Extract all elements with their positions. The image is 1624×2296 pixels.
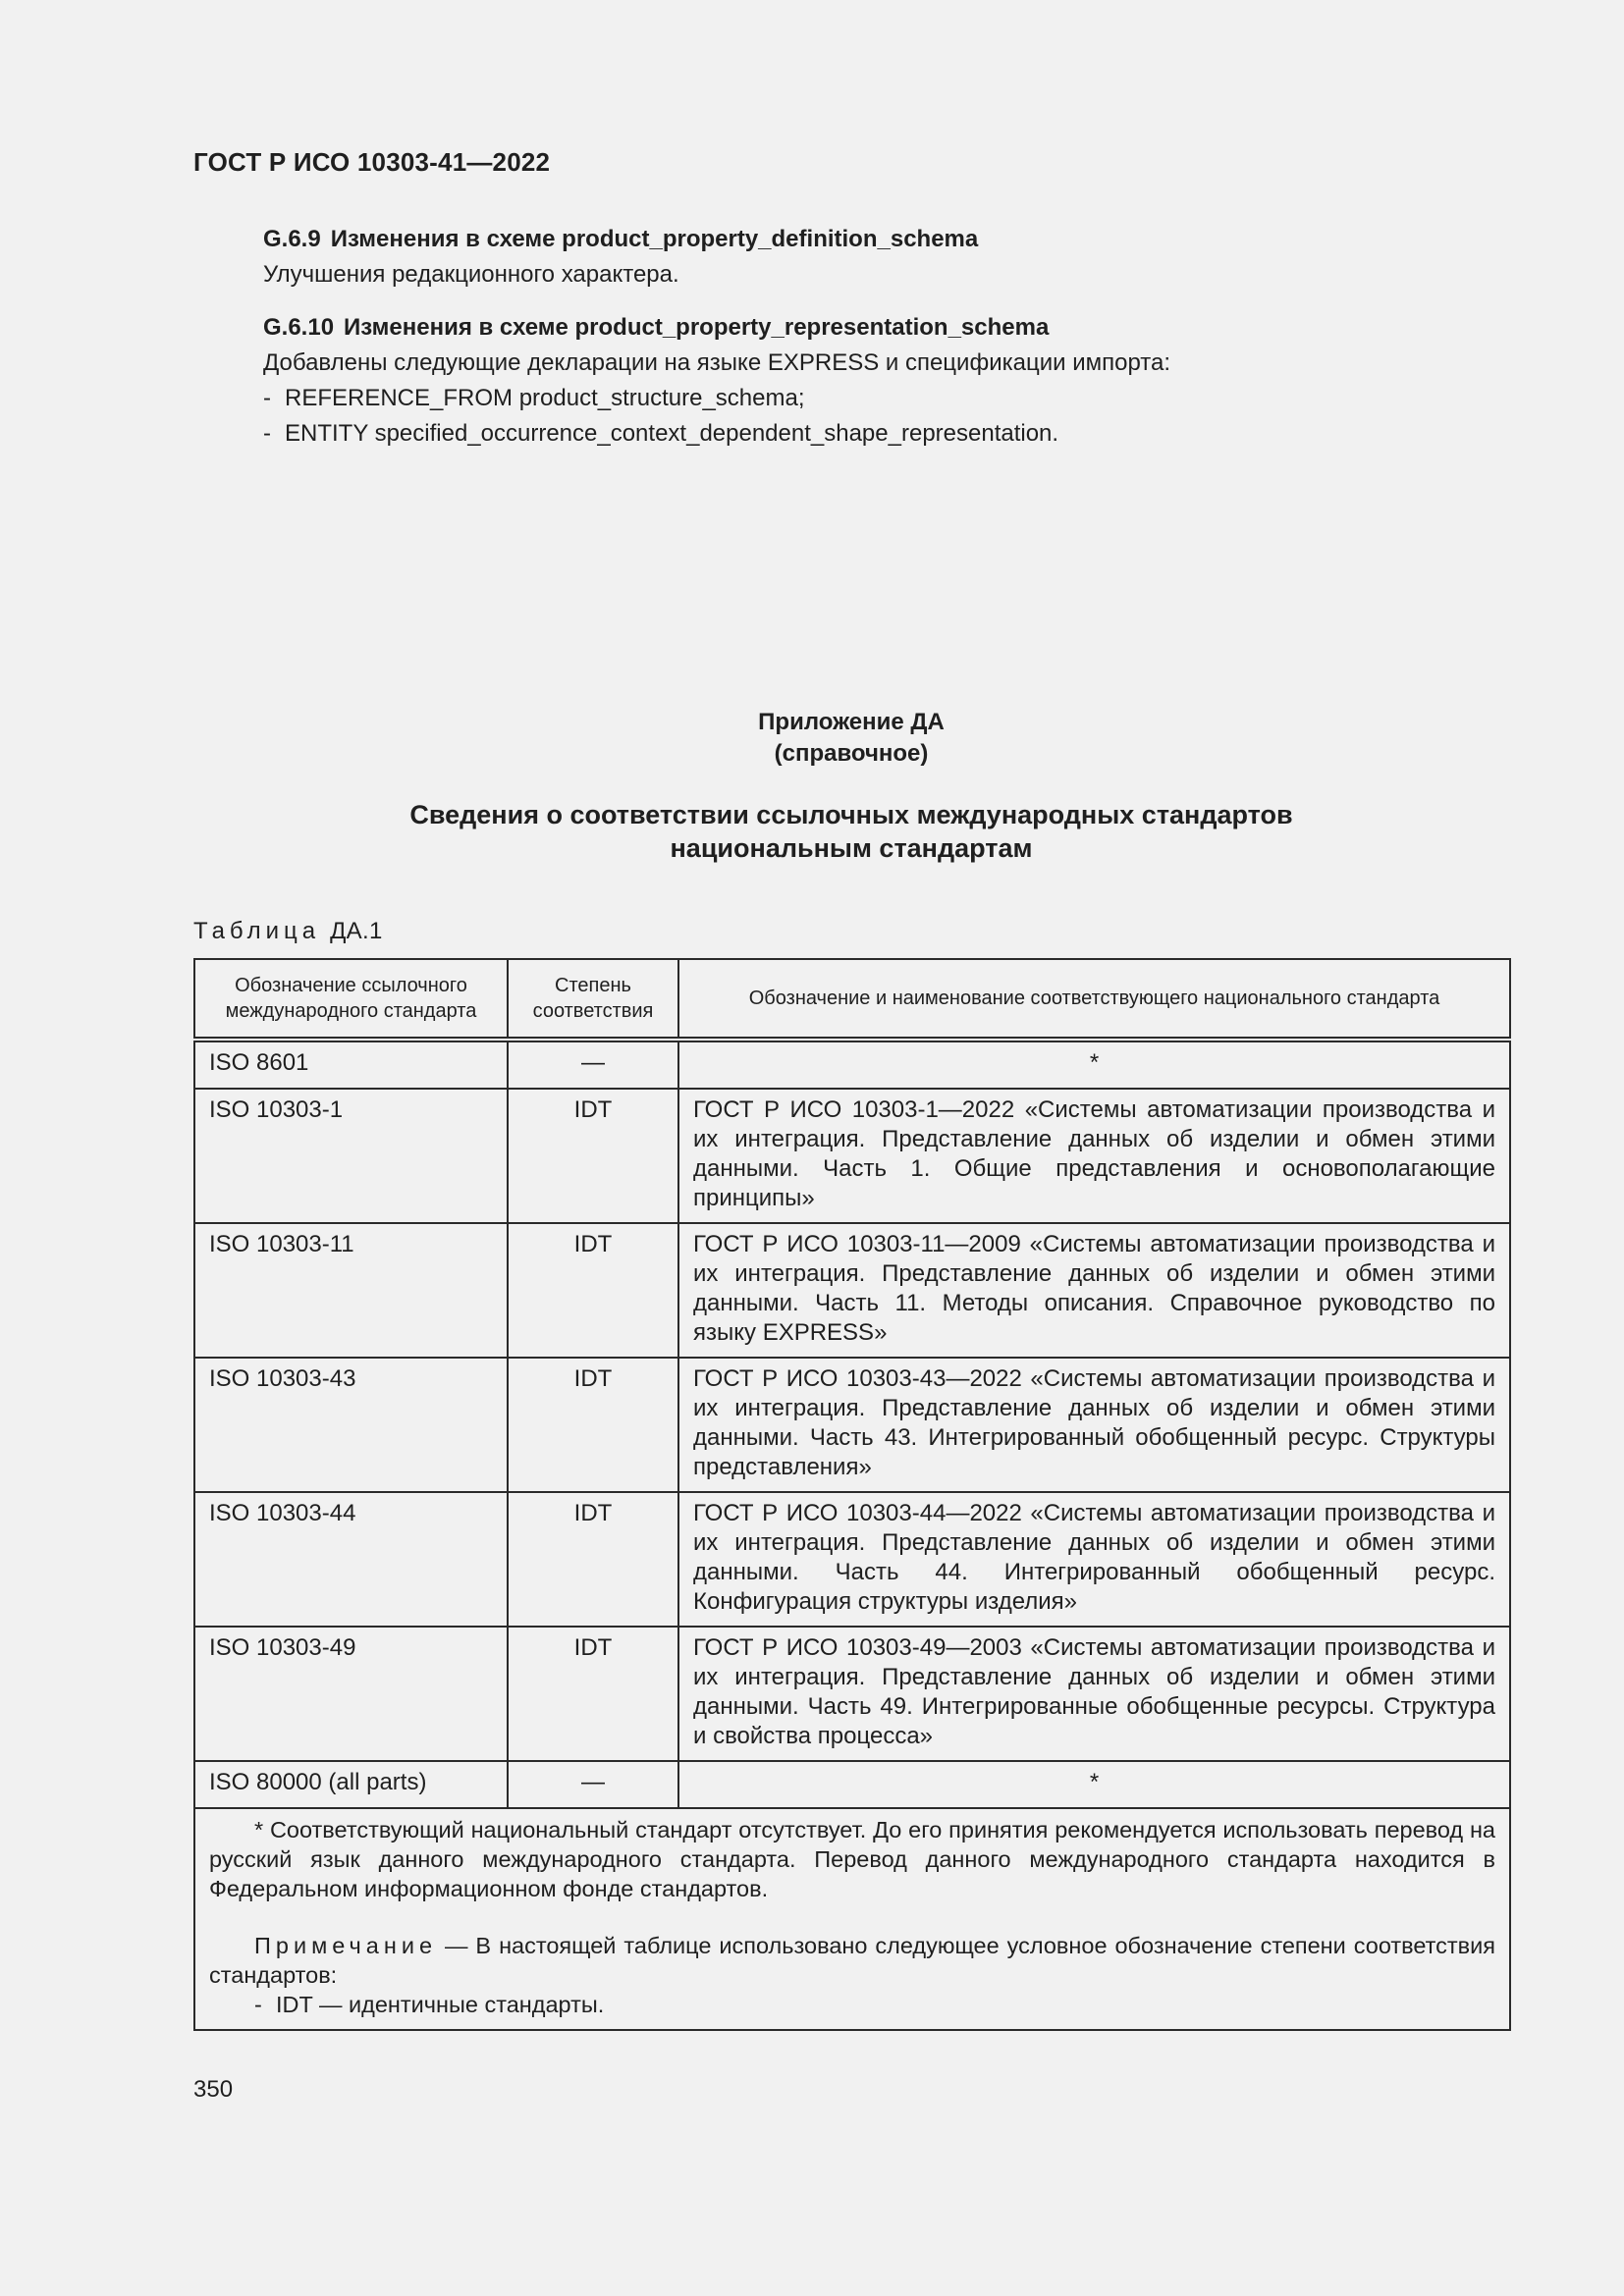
table-row: [194, 1223, 1510, 1358]
table-caption: [193, 918, 383, 945]
iso-cell: ISO 10303-1: [194, 1089, 508, 1223]
iso-cell: ISO 8601: [194, 1040, 508, 1089]
table-footnote: [194, 1808, 1510, 2030]
iso-cell: ISO 80000 (all parts): [194, 1761, 508, 1808]
section-number: G.6.10: [263, 314, 335, 341]
section-g-6-9: [263, 222, 1510, 293]
list-item: - ENTITY specified_occurrence_context_dependent_shape_representation.: [263, 420, 1059, 447]
national-cell: ГОСТ Р ИСО 10303-49—2003 «Системы автоматизации производства и их интеграция. Представление данных об изделии и обмен этими данными. Часть 49. Интегрированные обобщенные ресурсы. Структура и свойства процесса»: [678, 1627, 1510, 1761]
appendix-heading-line: Сведения о соответствии ссылочных международных стандартов: [409, 800, 1293, 829]
table-header-row: [194, 959, 1510, 1040]
document-header: ГОСТ Р ИСО 10303-41—2022: [193, 147, 551, 177]
iso-cell: ISO 10303-11: [194, 1223, 508, 1358]
section-g-6-10: [263, 310, 1510, 452]
note-text: — В настоящей таблице использовано следующее условное обозначение степени соответствия стандартов:: [209, 1933, 1495, 1988]
section-text: Улучшения редакционного характера.: [263, 261, 679, 288]
section-title: [263, 310, 1510, 346]
appendix-subtitle: (справочное): [774, 740, 929, 767]
national-cell: ГОСТ Р ИСО 10303-43—2022 «Системы автоматизации производства и их интеграция. Представление данных об изделии и обмен этими данными. Часть 43. Интегрированный обобщенный ресурс. Структуры представления»: [678, 1358, 1510, 1492]
national-cell: *: [678, 1761, 1510, 1808]
national-cell: ГОСТ Р ИСО 10303-11—2009 «Системы автоматизации производства и их интеграция. Представление данных об изделии и обмен этими данными. Часть 11. Методы описания. Справочное руководство по языку EXPRESS»: [678, 1223, 1510, 1358]
degree-cell: IDT: [508, 1627, 678, 1761]
degree-cell: IDT: [508, 1089, 678, 1223]
degree-cell: —: [508, 1040, 678, 1089]
degree-cell: —: [508, 1761, 678, 1808]
table-row: [194, 1089, 1510, 1223]
section-text: Добавлены следующие декларации на языке EXPRESS и спецификации импорта:: [263, 349, 1171, 376]
national-cell: *: [678, 1040, 1510, 1089]
footnote-text: * Соответствующий национальный стандарт отсутствует. До его принятия рекомендуется использовать перевод на русский язык данного международного стандарта. Перевод данного международного стандарта находится в Федеральном информационном фонде стандартов.: [209, 1817, 1495, 1901]
national-cell: ГОСТ Р ИСО 10303-44—2022 «Системы автоматизации производства и их интеграция. Представление данных об изделии и обмен этими данными. Часть 44. Интегрированный обобщенный ресурс. Конфигурация структуры изделия»: [678, 1492, 1510, 1627]
appendix-heading: [193, 798, 1509, 865]
column-header-iso: Обозначение ссылочного международного стандарта: [194, 959, 508, 1040]
table-footnote-row: [194, 1808, 1510, 2030]
section-title-text: Изменения в схеме product_property_definition_schema: [330, 226, 979, 252]
table-row: [194, 1358, 1510, 1492]
iso-cell: ISO 10303-49: [194, 1627, 508, 1761]
table-row: [194, 1492, 1510, 1627]
iso-cell: ISO 10303-43: [194, 1358, 508, 1492]
section-number: G.6.9: [263, 226, 321, 252]
degree-cell: IDT: [508, 1358, 678, 1492]
table-row: [194, 1627, 1510, 1761]
table-note: [209, 1931, 1495, 1990]
national-cell: ГОСТ Р ИСО 10303-1—2022 «Системы автоматизации производства и их интеграция. Представление данных об изделии и обмен этими данными. Часть 1. Общие представления и основополагающие принципы»: [678, 1089, 1510, 1223]
reference-standards-table: [193, 958, 1511, 2031]
appendix-title: Приложение ДА: [758, 709, 945, 735]
column-header-degree: Степень соответствия: [508, 959, 678, 1040]
note-list-item: - IDT — идентичные стандарты.: [254, 1992, 605, 2017]
table-caption-id: ДА.1: [330, 918, 383, 944]
appendix-heading-line: национальным стандартам: [670, 833, 1033, 863]
table-row: [194, 1040, 1510, 1089]
note-label: Примечание: [254, 1933, 438, 1958]
table-row: [194, 1761, 1510, 1808]
degree-cell: IDT: [508, 1223, 678, 1358]
page-number: 350: [193, 2076, 234, 2103]
table-caption-word: Таблица: [193, 918, 321, 944]
section-title: [263, 222, 1510, 257]
degree-cell: IDT: [508, 1492, 678, 1627]
list-item: - REFERENCE_FROM product_structure_schema;: [263, 385, 805, 411]
section-title-text: Изменения в схеме product_property_representation_schema: [344, 314, 1050, 341]
column-header-national: Обозначение и наименование соответствующего национального стандарта: [678, 959, 1510, 1040]
iso-cell: ISO 10303-44: [194, 1492, 508, 1627]
